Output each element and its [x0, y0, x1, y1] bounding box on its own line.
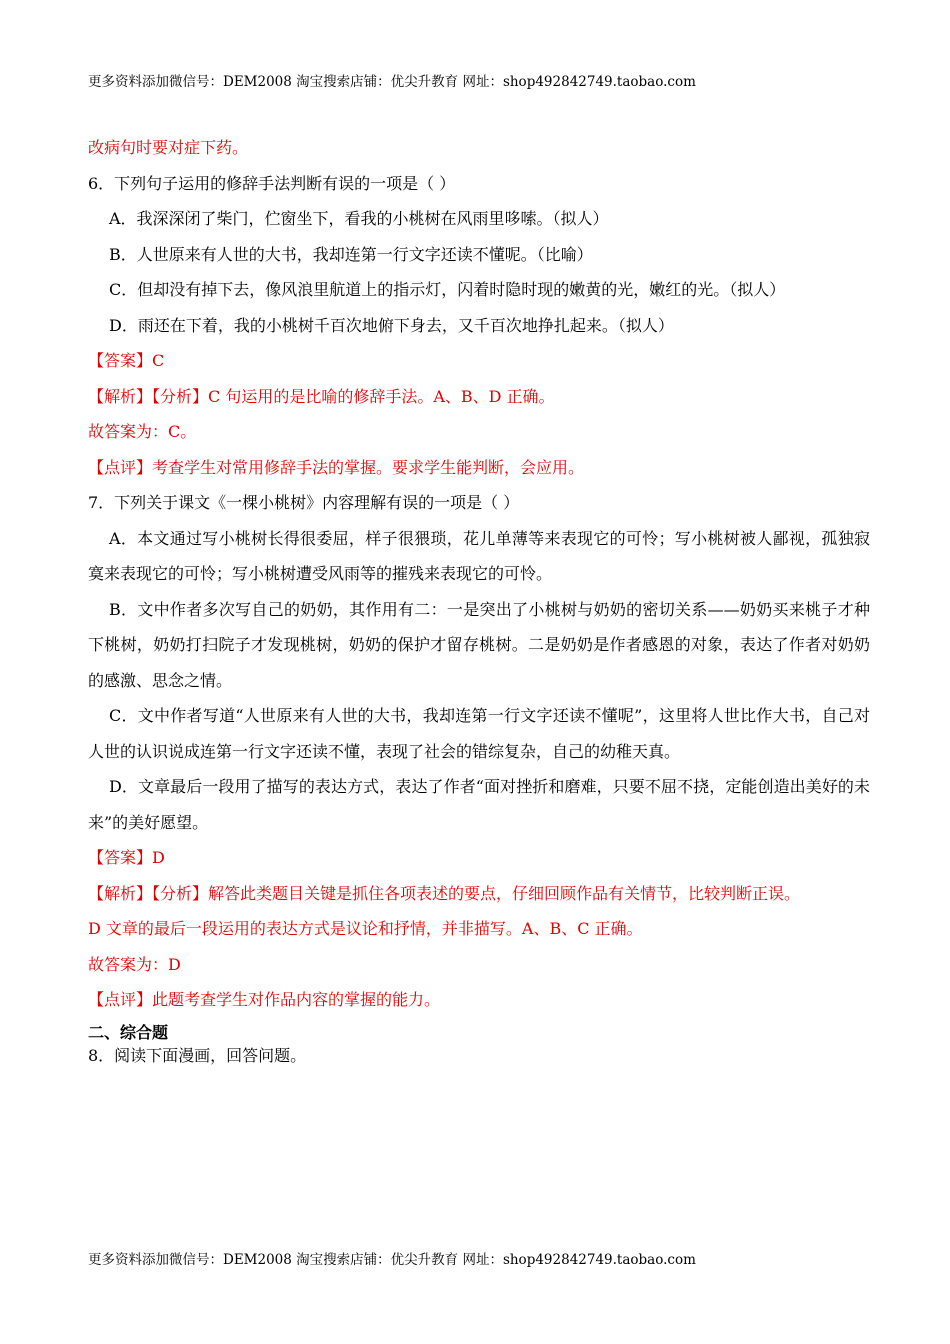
q6-option-b: B．人世原来有人世的大书，我却连第一行文字还读不懂呢。（比喻） — [109, 244, 593, 264]
previous-question-tip: 改病句时要对症下药。 — [88, 138, 249, 157]
section-2-title: 二、综合题 — [88, 1022, 169, 1042]
q6-stem: 6．下列句子运用的修辞手法判断有误的一项是（ ） — [88, 173, 456, 193]
q7-option-d: D．文章最后一段用了描写的表达方式，表达了作者“面对挫折和磨难，只要不屈不挠，定能创造出美好的未来”的美好愿望。 — [88, 777, 870, 832]
q6-comment: 【点评】考查学生对常用修辞手法的掌握。要求学生能判断，会应用。 — [88, 457, 585, 477]
q8-stem: 8．阅读下面漫画，回答问题。 — [88, 1045, 307, 1065]
q6-option-a: A．我深深闭了柴门，伫窗坐下，看我的小桃树在风雨里哆嗦。（拟人） — [109, 209, 609, 228]
q7-comment: 【点评】此题考查学生对作品内容的掌握的能力。 — [88, 990, 441, 1009]
q6-answer: 【答案】C — [88, 351, 165, 370]
q7-final-answer: 故答案为：D — [88, 954, 181, 974]
page-header: 更多资料添加微信号：DEM2008 淘宝搜索店铺：优尖升教育 网址：shop492842749.taobao.com — [88, 74, 696, 90]
q7-analysis-line-2: D 文章的最后一段运用的表达方式是议论和抒情，并非描写。A、B、C 正确。 — [88, 919, 643, 938]
q7-stem: 7．下列关于课文《一棵小桃树》内容理解有误的一项是（ ） — [88, 493, 520, 512]
q7-option-a: A．本文通过写小桃树长得很委屈，样子很猥琐，花儿单薄等来表现它的可怜；写小桃树被人鄙视，孤独寂寞来表现它的可怜；写小桃树遭受风雨等的摧残来表现它的可怜。 — [88, 528, 870, 583]
q7-answer: 【答案】D — [88, 848, 165, 867]
q6-option-c: C．但却没有掉下去，像风浪里航道上的指示灯，闪着时隐时现的嫩黄的光，嫩红的光。（拟人） — [109, 280, 786, 299]
document-body — [88, 130, 870, 1068]
q7-option-c: C．文中作者写道“人世原来有人世的大书，我却连第一行文字还读不懂呢”，这里将人世比作大书，自己对人世的认识说成连第一行文字还读不懂，表现了社会的错综复杂，自己的幼稚天真。 — [88, 706, 870, 761]
page-footer: 更多资料添加微信号：DEM2008 淘宝搜索店铺：优尖升教育 网址：shop492842749.taobao.com — [88, 1252, 696, 1268]
q7-option-b: B．文中作者多次写自己的奶奶，其作用有二：一是突出了小桃树与奶奶的密切关系——奶奶买来桃子才种下桃树，奶奶打扫院子才发现桃树，奶奶的保护才留存桃树。二是奶奶是作者感恩的对象，表达了作者对奶奶的感激、思念之情。 — [88, 599, 870, 690]
q6-final-answer: 故答案为：C。 — [88, 422, 197, 441]
q6-analysis: 【解析】【分析】C 句运用的是比喻的修辞手法。A、B、D 正确。 — [88, 386, 555, 406]
q6-option-d: D．雨还在下着，我的小桃树千百次地俯下身去，又千百次地挣扎起来。（拟人） — [109, 315, 674, 335]
q7-analysis-line-1: 【解析】【分析】解答此类题目关键是抓住各项表述的要点，仔细回顾作品有关情节，比较判断正误。 — [88, 883, 801, 903]
